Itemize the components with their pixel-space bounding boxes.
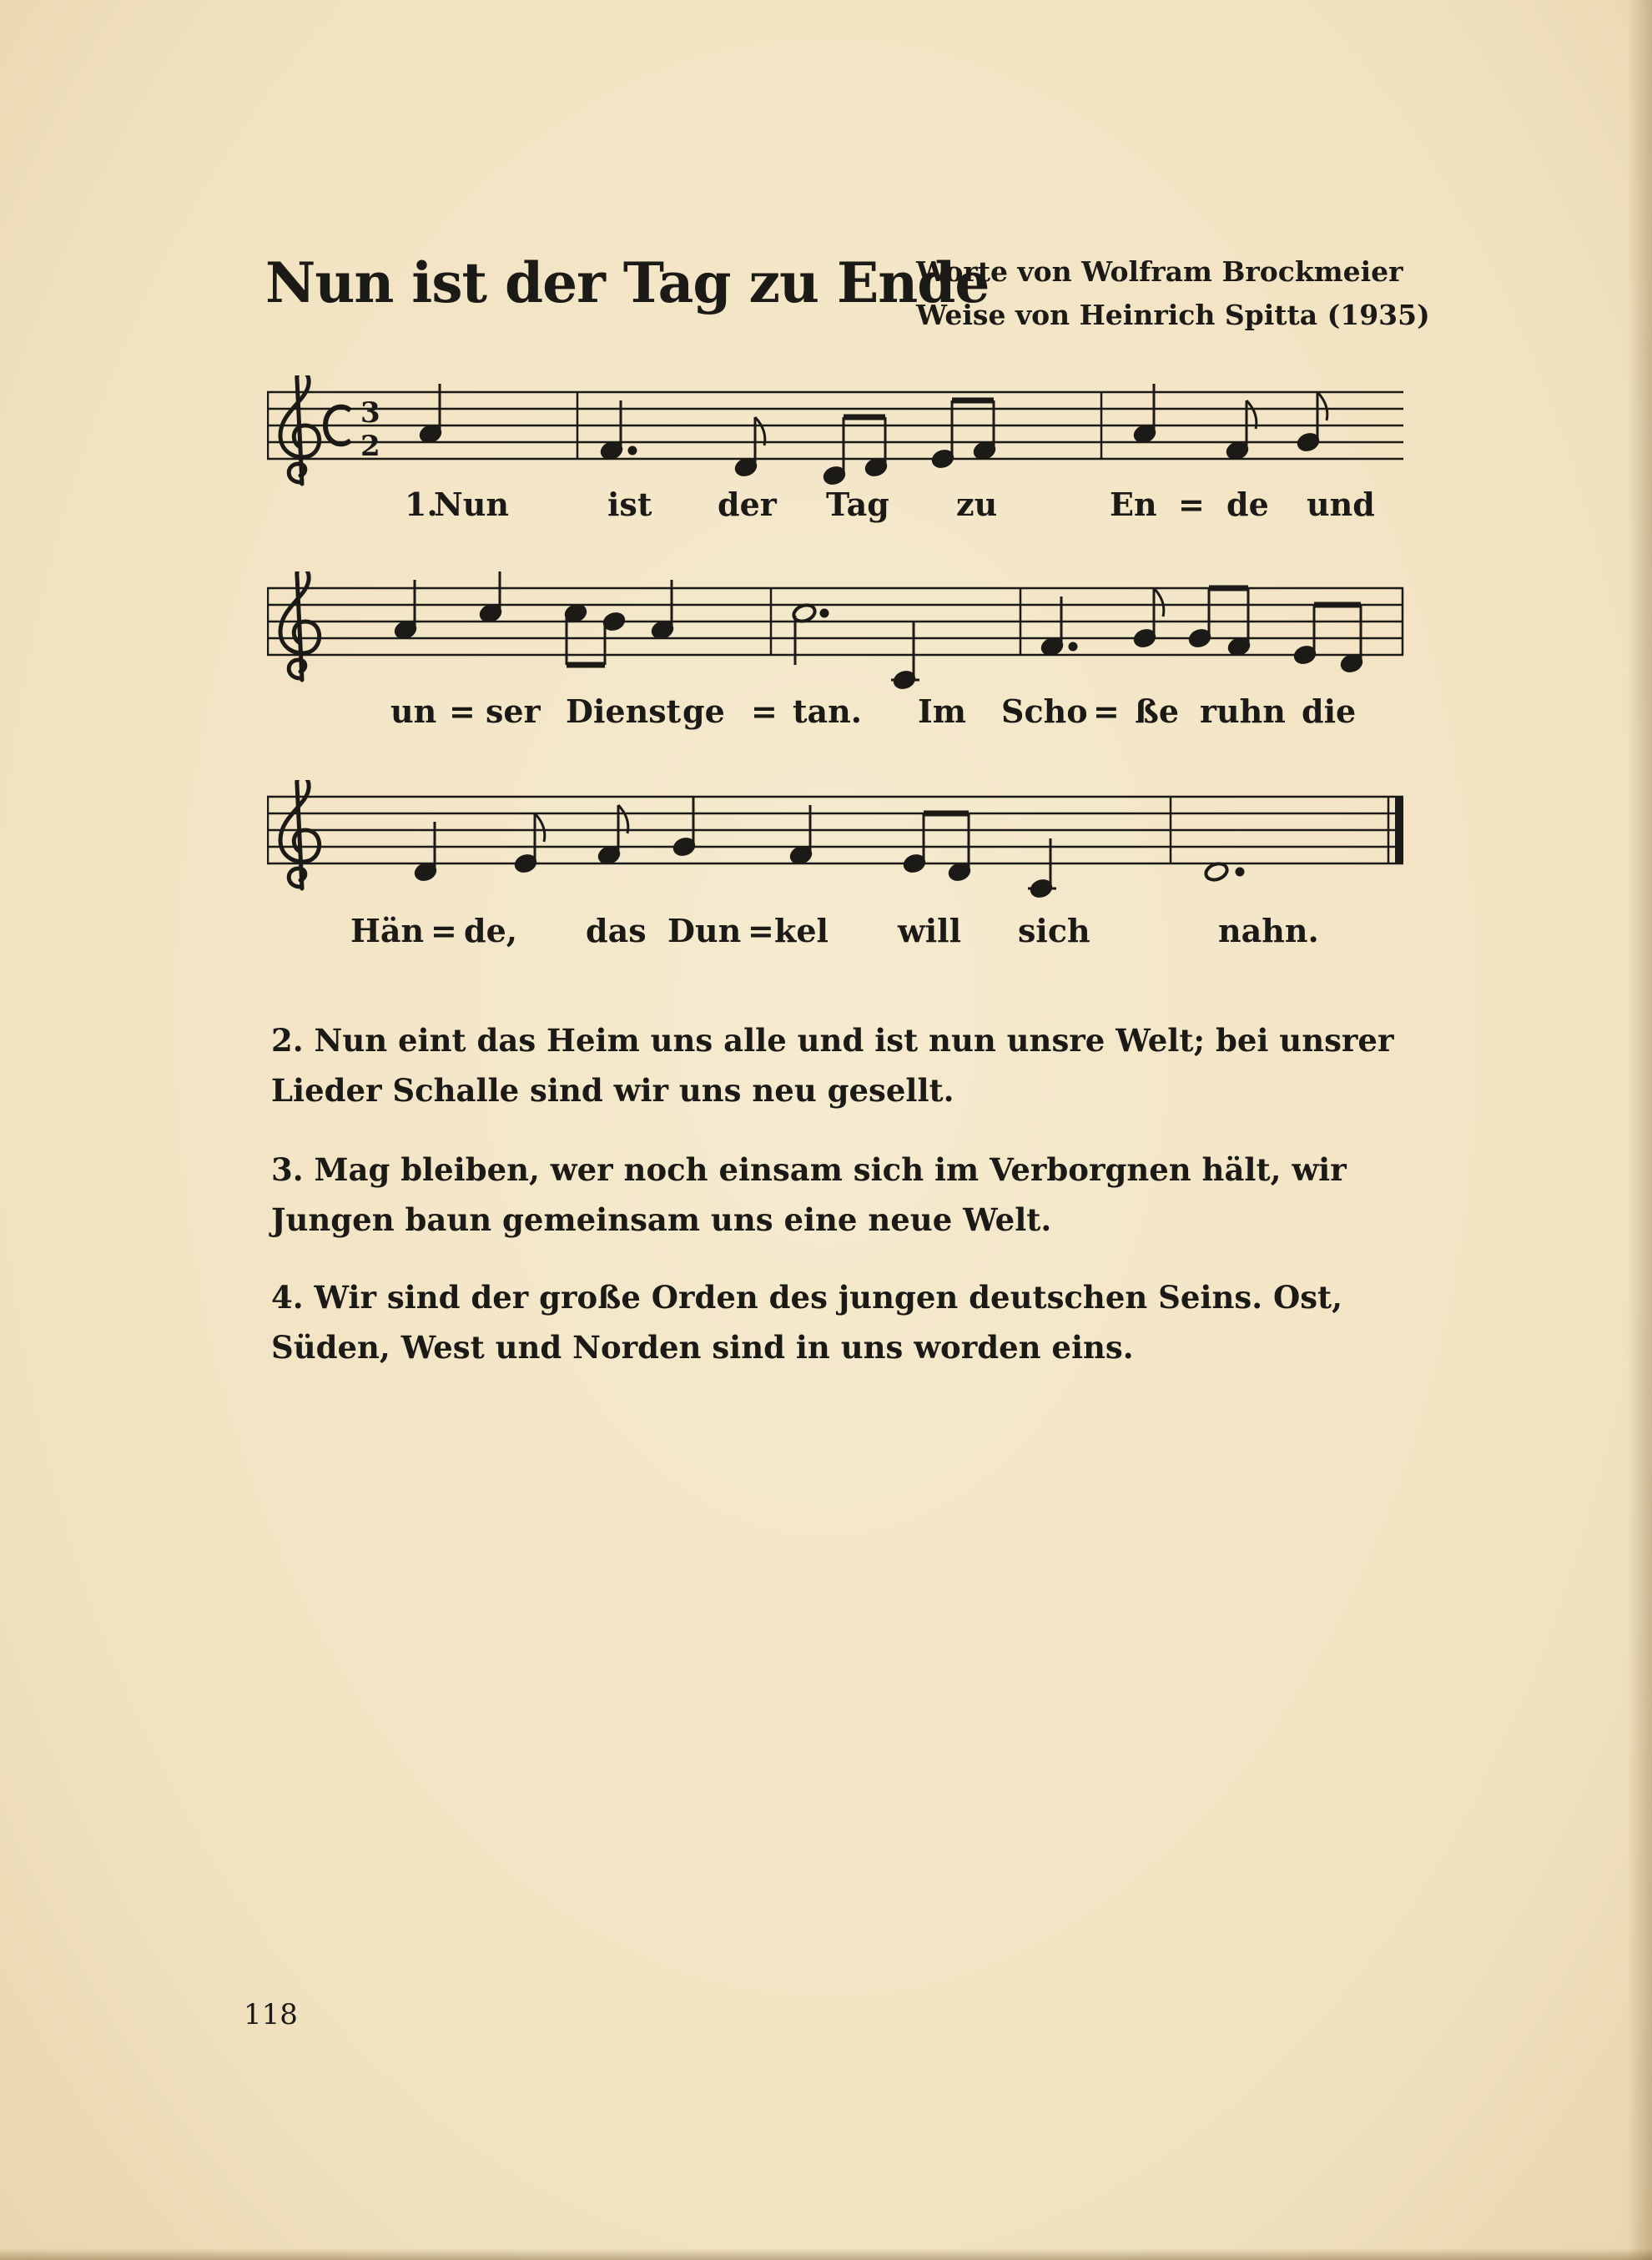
lyrics-line-2 <box>267 692 1410 742</box>
lyric-syllable: Dun <box>667 912 742 949</box>
lyric-syllable: ist <box>607 486 652 523</box>
staff-3-notes <box>414 797 1243 899</box>
music-staff-1 <box>267 375 1410 501</box>
lyric-syllable: ruhn <box>1200 692 1286 730</box>
lyric-hyphen: = <box>1178 486 1205 523</box>
verse-4: 4. Wir sind der große Orden des jungen deutschen Seins. Ost, Süden, West und Norden sind in uns worden eins. <box>271 1279 1342 1366</box>
lyric-syllable: En <box>1110 486 1157 523</box>
staff-2-notes <box>394 571 1364 691</box>
lyric-syllable: zu <box>956 486 998 523</box>
lyric-syllable: und <box>1307 486 1375 523</box>
page-edge-shadow <box>1627 0 1652 2260</box>
song-title: Nun ist der Tag zu Ende <box>265 250 990 315</box>
lyric-hyphen: = <box>431 912 457 949</box>
verse-number: 1. <box>405 486 438 523</box>
credit-words: Worte von Wolfram Brockmeier <box>916 255 1403 288</box>
lyric-syllable: sich <box>1018 912 1090 949</box>
lyrics-line-1 <box>267 486 1410 536</box>
lyric-syllable: de <box>1226 486 1269 523</box>
lyric-syllable: kel <box>774 912 829 949</box>
page-bottom-shadow <box>0 2248 1652 2260</box>
lyric-syllable: Tag <box>826 486 889 523</box>
page-number: 118 <box>244 1998 298 2031</box>
lyric-syllable: ße <box>1135 692 1180 730</box>
lyric-syllable: will <box>898 912 962 949</box>
music-staff-3 <box>267 780 1410 905</box>
lyric-syllable: Dienst <box>566 692 682 730</box>
time-signature-top: 3 <box>360 396 380 430</box>
lyric-syllable: un <box>390 692 437 730</box>
lyric-syllable: ser <box>486 692 541 730</box>
lyric-syllable: Hän <box>350 912 425 949</box>
lyric-syllable: Scho <box>1001 692 1088 730</box>
lyric-syllable: nahn. <box>1218 912 1319 949</box>
verse-2: 2. Nun eint das Heim uns alle und ist nun unsre Welt; bei unsrer Lieder Schalle sind wir uns neu gesellt. <box>271 1022 1394 1109</box>
lyric-syllable: der <box>718 486 777 523</box>
lyric-syllable: Nun <box>434 486 509 523</box>
lyric-hyphen: = <box>449 692 476 730</box>
lyric-syllable: ge <box>682 692 725 730</box>
lyric-syllable: tan. <box>793 692 863 730</box>
lyric-syllable: die <box>1302 692 1357 730</box>
lyric-syllable: das <box>586 912 647 949</box>
verse-3: 3. Mag bleiben, wer noch einsam sich im Verborgnen hält, wir Jungen baun gemeinsam uns eine neue Welt. <box>271 1151 1347 1238</box>
music-staff-2 <box>267 571 1410 697</box>
lyrics-line-3 <box>267 912 1410 962</box>
lyric-syllable: de, <box>464 912 517 949</box>
time-signature-bottom: 2 <box>360 430 380 463</box>
song-credits <box>916 250 1430 337</box>
staff-1-notes <box>419 384 1327 486</box>
credit-tune: Weise von Heinrich Spitta (1935) <box>916 299 1430 331</box>
lyric-hyphen: = <box>751 692 778 730</box>
lyric-syllable: Im <box>918 692 966 730</box>
lyric-hyphen: = <box>748 912 774 949</box>
lyric-hyphen: = <box>1093 692 1120 730</box>
